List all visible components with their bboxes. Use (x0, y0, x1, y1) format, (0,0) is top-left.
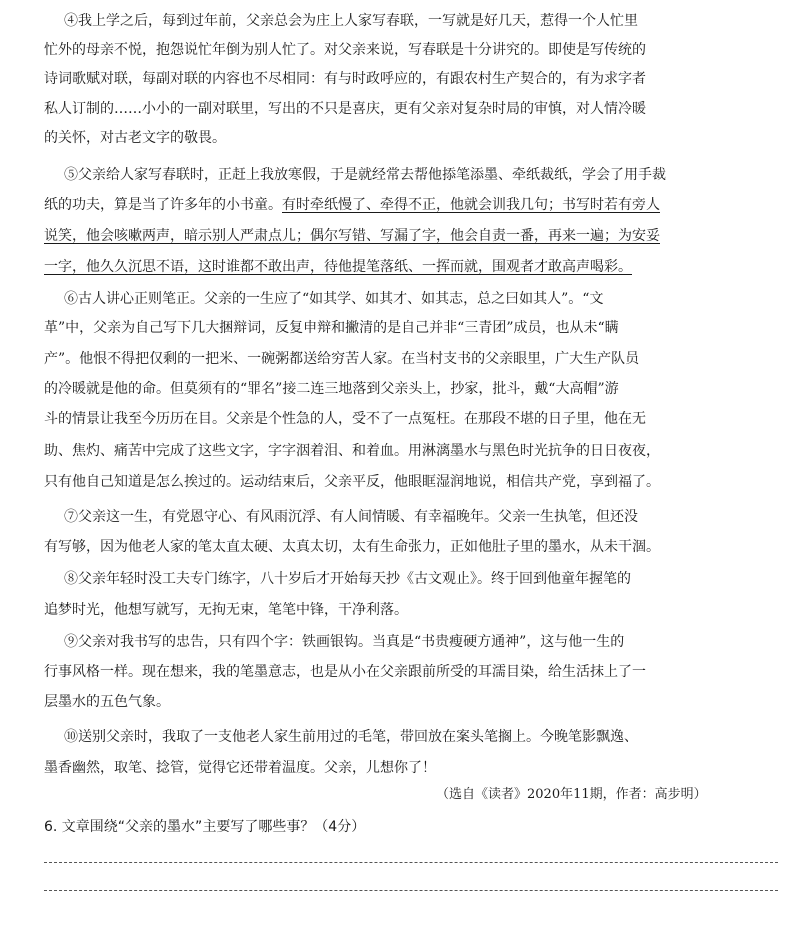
question-6: 6. 文章围绕“父亲的墨水”主要写了哪些事？（4分） (44, 819, 366, 835)
answer-line-2[interactable] (44, 890, 778, 891)
para9-line1: ⑨父亲对我书写的忠告，只有四个字：铁画银钩。当真是“书贵瘦硬方通神”，这与他一生的 (64, 634, 625, 650)
para10-line2: 墨香幽然，取笔、捻管，觉得它还带着温度。父亲，儿想你了！ (44, 760, 436, 776)
para4-line2: 忙外的母亲不悦，抱怨说忙年倒为别人忙了。对父亲来说，写春联是十分讲究的。即使是写传统的 (44, 42, 646, 58)
para5-line2-plain: 纸的功夫，算是当了许多年的小书童。 (44, 197, 282, 213)
para9-line2: 行事风格一样。现在想来，我的笔墨意志，也是从小在父亲跟前所受的耳濡目染，给生活抹上了一 (44, 664, 646, 680)
para7-line1: ⑦父亲这一生，有党恩守心、有风雨沉浮、有人间情暖、有幸福晚年。父亲一生执笔，但还没 (64, 509, 638, 525)
para6-line2: 革”中，父亲为自己写下几大捆辩词，反复申辩和撇清的是自己并非“三青团”成员，也从未“瞒 (44, 320, 619, 336)
para8-line2: 追梦时光，他想写就写，无拘无束，笔笔中锋，干净利落。 (44, 602, 408, 618)
para6-line6: 助、焦灼、痛苦中完成了这些文字，字字洇着泪、和着血。用淋漓墨水与黑色时光抗争的日日夜夜， (44, 443, 660, 459)
para5-line2 (44, 196, 660, 214)
para5-underlined-line4: 一字，他久久沉思不语，这时谁都不敢出声，待他提笔落纸、一挥而就，围观者才敢高声喝彩。 (44, 259, 632, 275)
para8-line1: ⑧父亲年轻时没工夫专门练字，八十岁后才开始每天抄《古文观止》。终于回到他童年握笔的 (64, 571, 631, 587)
para4-line1: ④我上学之后，每到过年前，父亲总会为庄上人家写春联，一写就是好几天，惹得一个人忙里 (64, 13, 638, 29)
para4-line5: 的关怀，对古老文字的敬畏。 (44, 130, 226, 146)
para4-line3: 诗词歌赋对联，每副对联的内容也不尽相同：有与时政呼应的，有跟农村生产契合的，有为求字者 (44, 71, 646, 87)
para6-line5: 斗的情景让我至今历历在目。父亲是个性急的人，受不了一点冤枉。在那段不堪的日子里，他在无 (44, 411, 646, 427)
para4-line4: 私人订制的……小小的一副对联里，写出的不只是喜庆，更有父亲对复杂时局的审慎，对人情冷暖 (44, 101, 646, 117)
para6-line7: 只有他自己知道是怎么挨过的。运动结束后，父亲平反，他眼眶湿润地说，相信共产党，享到福了。 (44, 474, 660, 490)
para5-underlined-start: 有时牵纸慢了、牵得不正，他就会训我几句；书写时若有旁人 (282, 197, 660, 213)
para5-line1: ⑤父亲给人家写春联时，正赶上我放寒假，于是就经常去帮他掭笔添墨、牵纸裁纸，学会了用手裁 (64, 167, 666, 183)
para10-line1: ⑩送别父亲时，我取了一支他老人家生前用过的毛笔，带回放在案头笔搁上。今晚笔影飘逸、 (64, 729, 638, 745)
article-source: （选自《读者》2020年11期，作者：高步明） (436, 787, 707, 802)
para6-line3: 产”。他恨不得把仅剩的一把米、一碗粥都送给穷苦人家。在当村支书的父亲眼里，广大生产队员 (44, 351, 640, 367)
answer-line-1[interactable] (44, 862, 778, 863)
para6-line4: 的冷暖就是他的命。但莫须有的“罪名”接二连三地落到父亲头上，抄家，批斗，戴“大高帽”游 (44, 381, 619, 397)
para7-line2: 有写够，因为他老人家的笔太直太硬、太真太切，太有生命张力，正如他肚子里的墨水，从未干涸。 (44, 539, 660, 555)
para5-underlined-line3: 说笑，他会咳嗽两声，暗示别人严肃点儿；偶尔写错、写漏了字，他会自责一番，再来一遍；为安妥 (44, 228, 660, 244)
para6-line1: ⑥古人讲心正则笔正。父亲的一生应了“如其学、如其才、如其志，总之曰如其人”。“文 (64, 291, 604, 307)
para9-line3: 层墨水的五色气象。 (44, 694, 170, 710)
